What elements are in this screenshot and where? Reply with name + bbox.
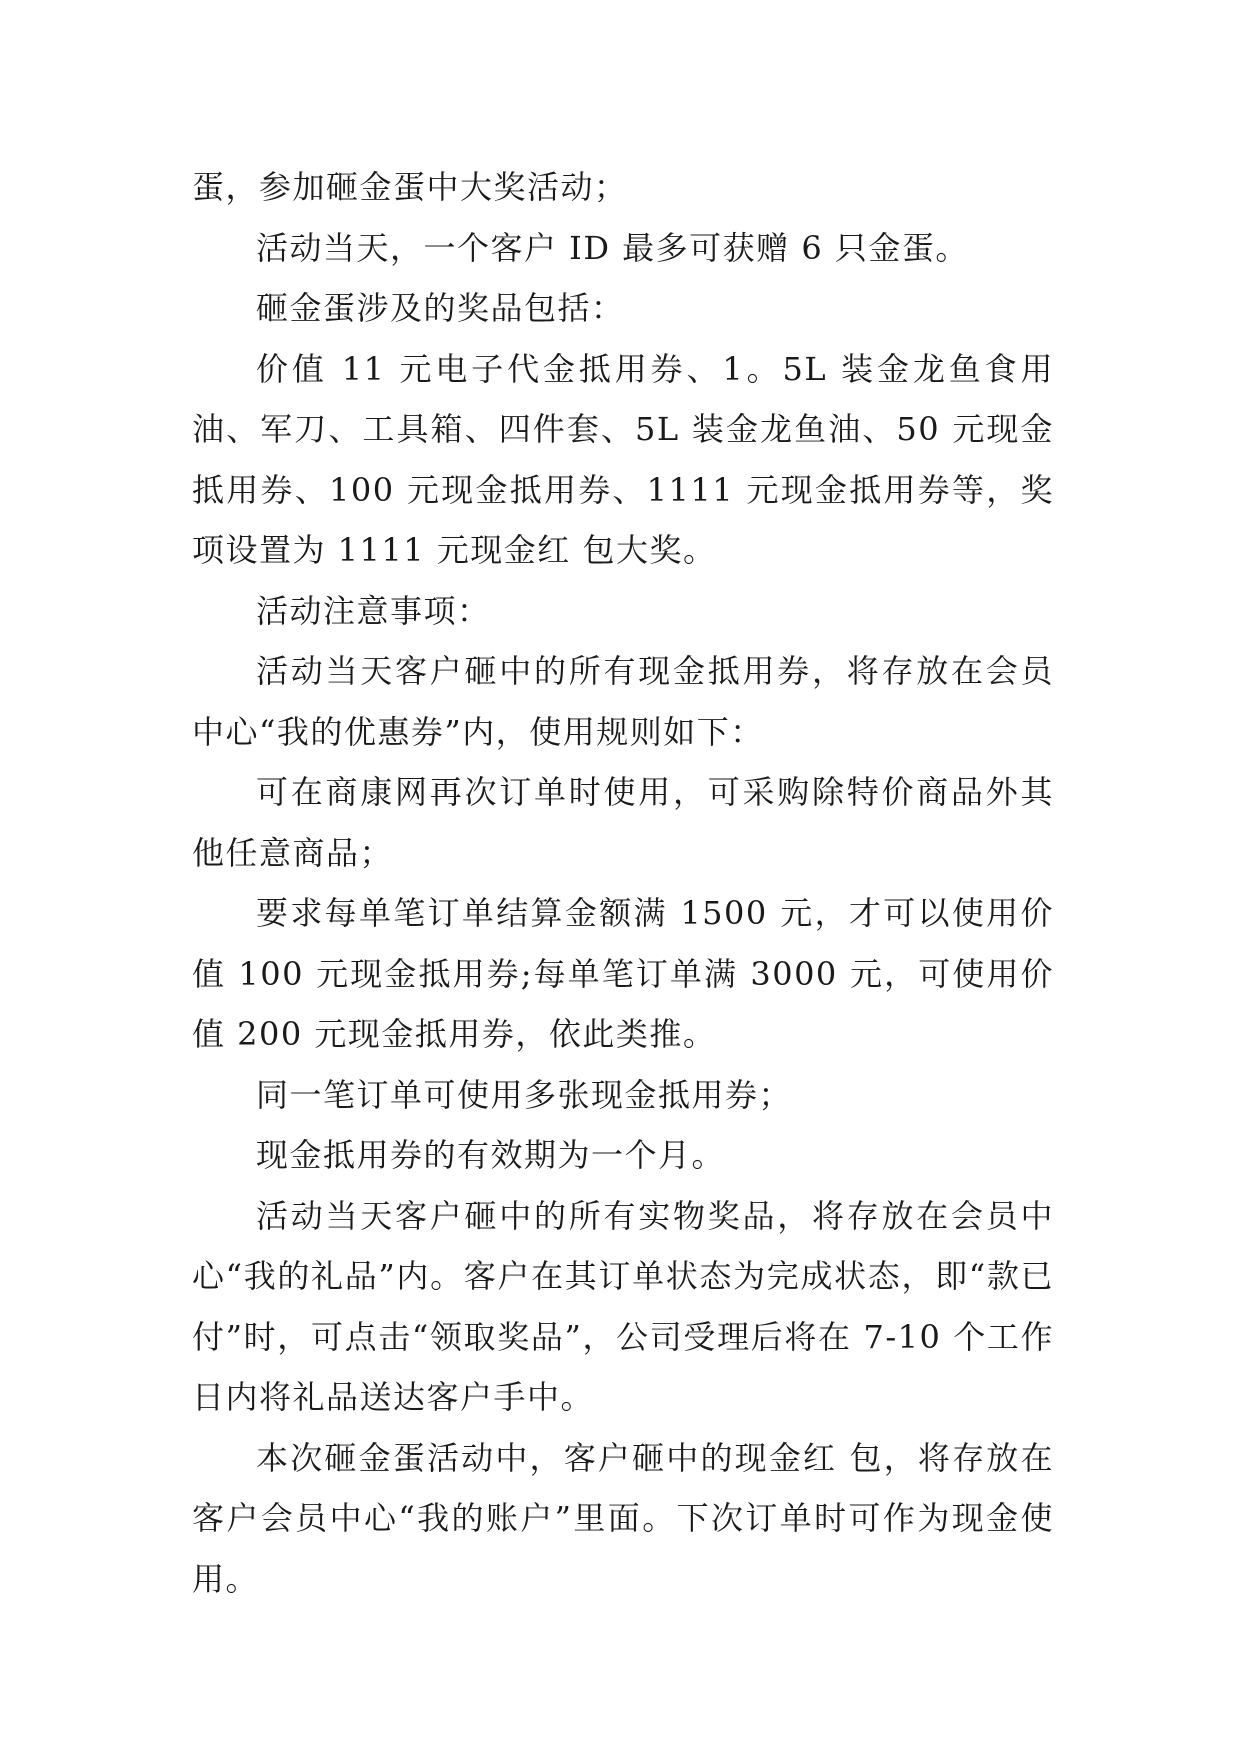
paragraph-multiple-coupons: 同一笔订单可使用多张现金抵用券； [256,1075,793,1114]
paragraph-coupon-threshold: 要求每单笔订单结算金额满 1500 元，才可以使用价值 100 元现金抵用券;每单笔订单满 3000 元，可使用价值 200 元现金抵用券，依此类推。 [192,894,1054,1053]
paragraph-prizes-list: 价值 11 元电子代金抵用券、1。5L 装金龙鱼食用油、军刀、工具箱、四件套、5L 装金龙鱼油、50 元现金抵用券、100 元现金抵用券、1111 元现金抵用券等，奖项设置为 1111 元现金红 包大奖。 [192,349,1054,569]
paragraph-continuation: 蛋，参加砸金蛋中大奖活动； [192,168,628,206]
document-body [192,157,1054,1609]
paragraph-prizes-heading: 砸金蛋涉及的奖品包括： [256,289,625,327]
paragraph-notes-heading: 活动注意事项： [256,591,491,630]
paragraph-coupon-storage: 活动当天客户砸中的所有现金抵用券，将存放在会员中心“我的优惠券”内，使用规则如下： [192,652,1054,751]
paragraph-coupon-usage: 可在商康网再次订单时使用，可采购除特价商品外其他任意商品； [192,773,1054,872]
paragraph-egg-limit: 活动当天，一个客户 ID 最多可获赠 6 只金蛋。 [256,228,969,267]
paragraph-cash-envelope: 本次砸金蛋活动中，客户砸中的现金红 包，将存放在客户会员中心“我的账户”里面。下次订单时可作为现金使用。 [192,1438,1054,1598]
paragraph-physical-prizes: 活动当天客户砸中的所有实物奖品，将存放在会员中心“我的礼品”内。客户在其订单状态为完成状态，即“款已付”时，可点击“领取奖品”，公司受理后将在 7-10 个工作日内将礼品送达客户手中。 [192,1196,1054,1416]
paragraph-coupon-validity: 现金抵用券的有效期为一个月。 [256,1136,726,1174]
